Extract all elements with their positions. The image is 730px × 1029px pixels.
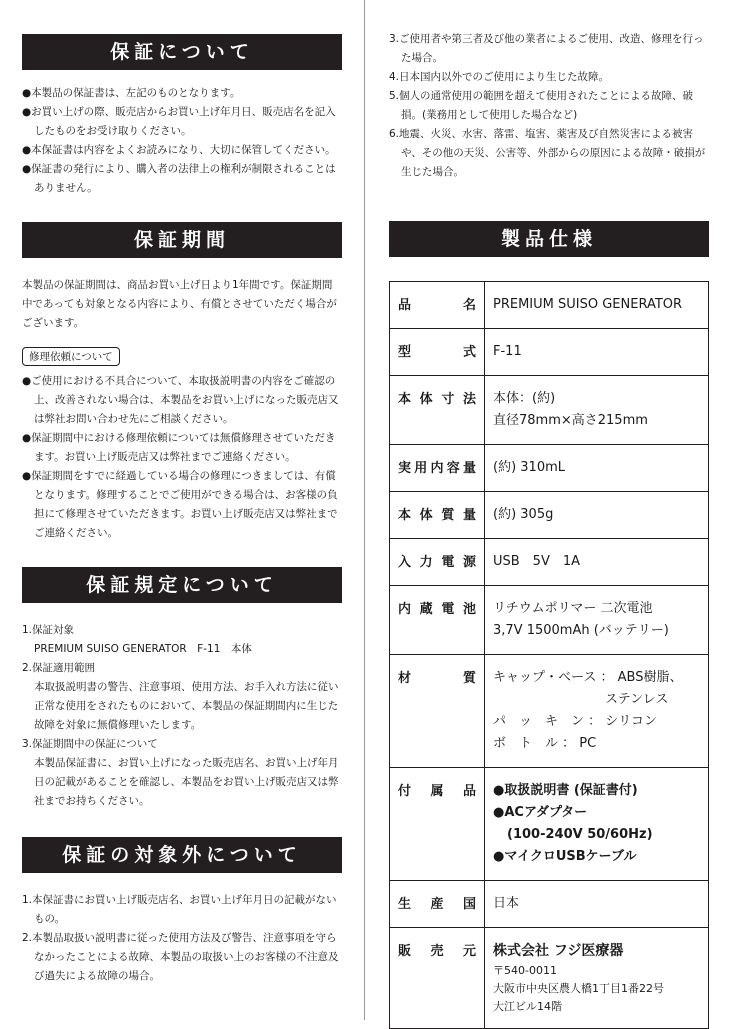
spec-row-name [390,282,709,329]
heading-spec: 製品仕様 [389,221,709,257]
seller-address: 大江ビル14階 [493,1000,562,1013]
spec-value: USB 5V 1A [485,539,709,586]
spec-label: 実用内容量 [390,445,485,492]
repair-bullets [22,372,342,543]
bullet: ●保証書の発行により、購入者の法律上の権利が制限されることはありません。 [22,163,336,194]
column-divider [364,0,365,1020]
spec-row-size [390,376,709,445]
spec-label: 生産国 [390,881,485,928]
rule-body: PREMIUM SUISO GENERATOR F-11 本体 [34,643,252,655]
material-line: キャップ・ベース ： ABS樹脂、 [493,670,683,685]
spec-label: 型 式 [390,329,485,376]
exclusions-list [22,891,342,986]
spec-table [389,281,709,1029]
spec-value [485,376,709,445]
spec-row-accessories [390,768,709,881]
left-column [22,0,342,986]
period-paragraph: 本製品の保証期間は、商品お買い上げ日より1年間です。保証期間中であっても対象となる内容により、有償とさせていただく場合がございます。 [22,279,337,329]
seller-address: 大阪市中央区農人橋1丁目1番22号 [493,982,664,995]
spec-value: F-11 [485,329,709,376]
material-line: ボ ト ル ： PC [493,736,597,751]
heading-warranty-rules: 保証規定について [22,567,342,603]
spec-value: 日本 [485,881,709,928]
exclusion-item: 4.日本国内以外でのご使用により生じた故障。 [389,71,610,83]
warranty-bullets [22,84,342,198]
battery-line: 3,7V 1500mAh (バッテリー) [493,623,669,638]
rule-title: 1.保証対象 [22,624,75,636]
exclusion-item: 2.本製品取扱い説明書に従った使用方法及び警告、注意事項を守らなかったことによる故障、本製品の取扱い上のお客様の不注意及び過失による故障の場合。 [22,932,339,982]
exclusion-item: 6.地震、火災、水害、落雷、塩害、薬害及び自然災害による被害や、その他の天災、公害等、外部からの原因による故障・破損が生じた場合。 [389,128,706,178]
seller-name: 株式会社 フジ医療器 [493,943,624,959]
spec-label: 付属品 [390,768,485,881]
exclusions-continued [389,30,711,182]
exclusion-item: 5.個人の通常使用の範囲を超えて使用されたことによる故障、破損。(業務用として使用した場合など) [389,90,694,121]
spec-row-material [390,655,709,768]
material-line: ステンレス [605,692,669,707]
battery-line: リチウムポリマー 二次電池 [493,601,653,616]
right-column [389,0,711,250]
accessory-line: ●取扱説明書 (保証書付) [493,783,638,798]
exclusion-item: 3.ご使用者や第三者及び他の業者によるご使用、改造、修理を行った場合。 [389,33,704,64]
spec-label: 本体寸法 [390,376,485,445]
size-line: 本体：(約) [493,391,556,406]
heading-exclusions: 保証の対象外について [22,837,342,873]
spec-row-seller [390,928,709,1029]
bullet: ●お買い上げの際、販売店からお買い上げ年月日、販売店名を記入したものをお受け取りください。 [22,106,336,137]
size-line: 直径78mm×高さ215mm [493,413,648,428]
accessory-line: ●マイクロUSBケーブル [493,849,637,864]
spec-label: 品 名 [390,282,485,329]
rule-body: 本製品保証書に、お買い上げになった販売店名、お買い上げ年月日の記載があることを確認し、本製品をお買い上げ販売店又は弊社までお持ちください。 [34,757,339,807]
spec-row-battery [390,586,709,655]
bullet: ●本保証書は内容をよくお読みになり、大切に保管してください。 [22,144,336,156]
spec-row-power [390,539,709,586]
exclusion-item: 1.本保証書にお買い上げ販売店名、お買い上げ年月日の記載がないもの。 [22,894,337,925]
repair-label: 修理依頼について [22,347,120,366]
bullet: ●本製品の保証書は、左記のものとなります。 [22,87,241,99]
spec-value [485,586,709,655]
seller-zip: 〒540-0011 [493,964,557,977]
heading-warranty: 保証について [22,34,342,70]
rule-body: 本取扱説明書の警告、注意事項、使用方法、お手入れ方法に従い正常な使用をされたものにおいて、本製品の保証期間内に生じた故障を対象に無償修理いたします。 [34,681,339,731]
spec-value: (約) 310mL [485,445,709,492]
spec-row-origin [390,881,709,928]
spec-value: (約) 305g [485,492,709,539]
spec-label: 内蔵電池 [390,586,485,655]
spec-value [485,655,709,768]
spec-label: 材 質 [390,655,485,768]
accessory-line: ●ACアダプター [493,805,588,820]
spec-row-model [390,329,709,376]
heading-warranty-period: 保証期間 [22,222,342,258]
spec-row-capacity [390,445,709,492]
spec-label: 本体質量 [390,492,485,539]
rule-title: 2.保証適用範囲 [22,662,96,674]
rule-title: 3.保証期間中の保証について [22,738,158,750]
spec-value: PREMIUM SUISO GENERATOR [485,282,709,329]
bullet: ●保証期間中における修理依頼については無償修理させていただきます。お買い上げ販売店又は弊社までご連絡ください。 [22,432,336,463]
spec-value [485,768,709,881]
bullet: ●ご使用における不具合について、本取扱説明書の内容をご確認の上、改善されない場合は、本製品をお買い上げになった販売店又は弊社お問い合わせ先にご相談ください。 [22,375,339,425]
spec-value [485,928,709,1029]
material-line: パ ッ キ ン ： シリコン [493,714,658,729]
rules-list [22,621,342,811]
bullet: ●保証期間をすでに経過している場合の修理につきましては、有償となります。修理することでご使用ができる場合は、お客様の負担にて修理させていただきます。お買い上げ販売店又は弊社までご連絡ください。 [22,470,338,539]
spec-label: 販売元 [390,928,485,1029]
spec-label: 入力電源 [390,539,485,586]
spec-row-mass [390,492,709,539]
repair-box [22,345,342,366]
accessory-line: (100-240V 50/60Hz) [507,827,653,842]
